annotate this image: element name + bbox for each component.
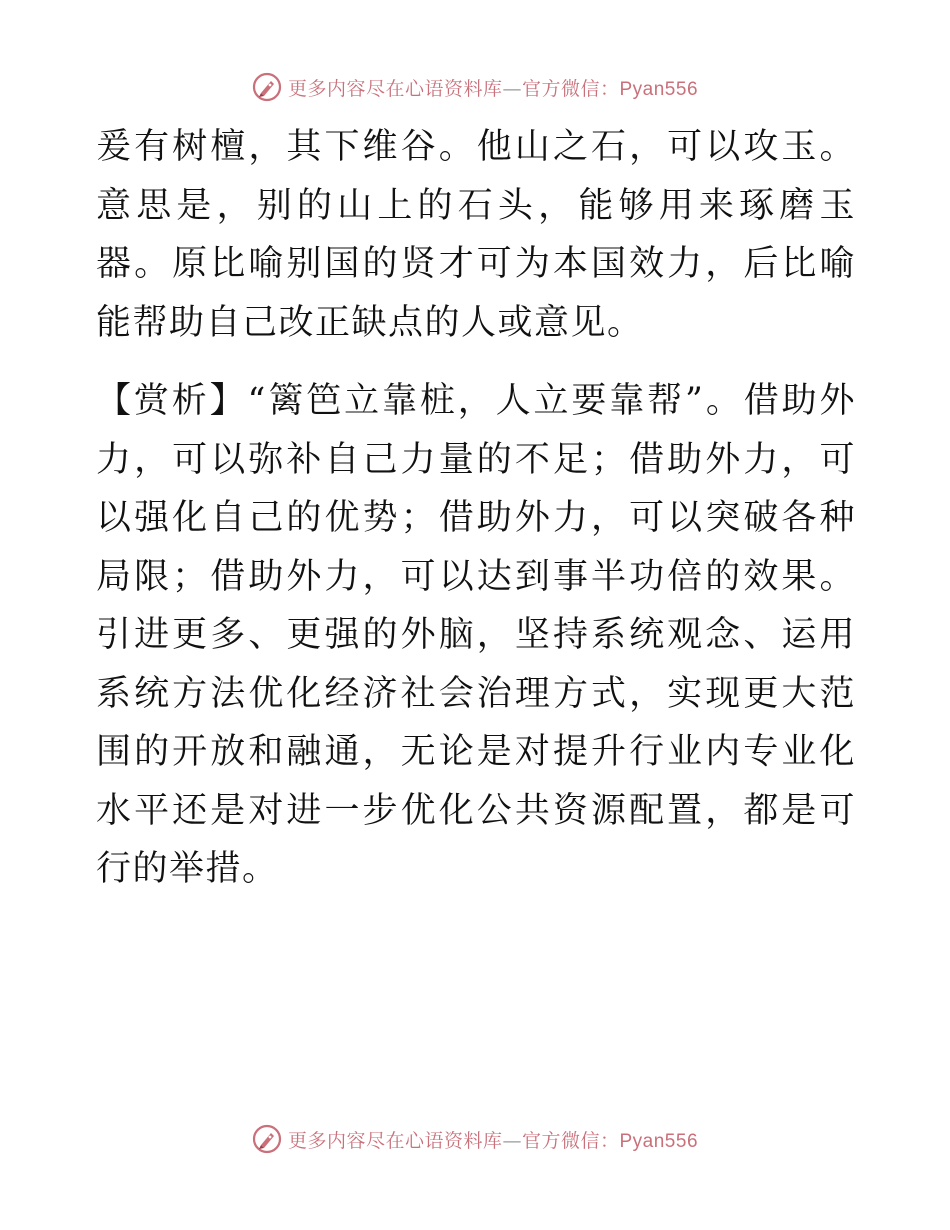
watermark-wechat-id: Pyan556 (619, 1130, 699, 1152)
watermark-site-name: 更多内容尽在心语资料库 (287, 1129, 503, 1152)
pen-nib-logo-icon (252, 1124, 282, 1154)
pen-nib-logo-icon (252, 72, 282, 102)
watermark-text-line (288, 1126, 698, 1153)
watermark-separator: — (502, 1129, 522, 1152)
watermark-text-line (288, 74, 698, 101)
watermark-separator: — (502, 77, 522, 100)
header-watermark (0, 72, 950, 102)
watermark-wechat-id: Pyan556 (619, 78, 699, 100)
watermark-label: 官方微信： (521, 77, 620, 100)
document-body (96, 118, 856, 899)
watermark-label: 官方微信： (521, 1129, 620, 1152)
footer-watermark (0, 1124, 950, 1154)
paragraph-explanation: 爰有树檀，其下维谷。他山之石，可以攻玉。意思是，别的山上的石头，能够用来琢磨玉器。原比喻别国的贤才可为本国效力，后比喻能帮助自己改正缺点的人或意见。 (96, 127, 856, 343)
watermark-site-name: 更多内容尽在心语资料库 (287, 77, 503, 100)
paragraph-appreciation: 【赏析】“篱笆立靠桩，人立要靠帮”。借助外力，可以弥补自己力量的不足；借助外力，可以强化自己的优势；借助外力，可以突破各种局限；借助外力，可以达到事半功倍的效果。引进更多、更强的外脑，坚持系统观念、运用系统方法优化经济社会治理方式，实现更大范围的开放和融通，无论是对提升行业内专业化水平还是对进一步优化公共资源配置，都是可行的举措。 (96, 381, 856, 889)
